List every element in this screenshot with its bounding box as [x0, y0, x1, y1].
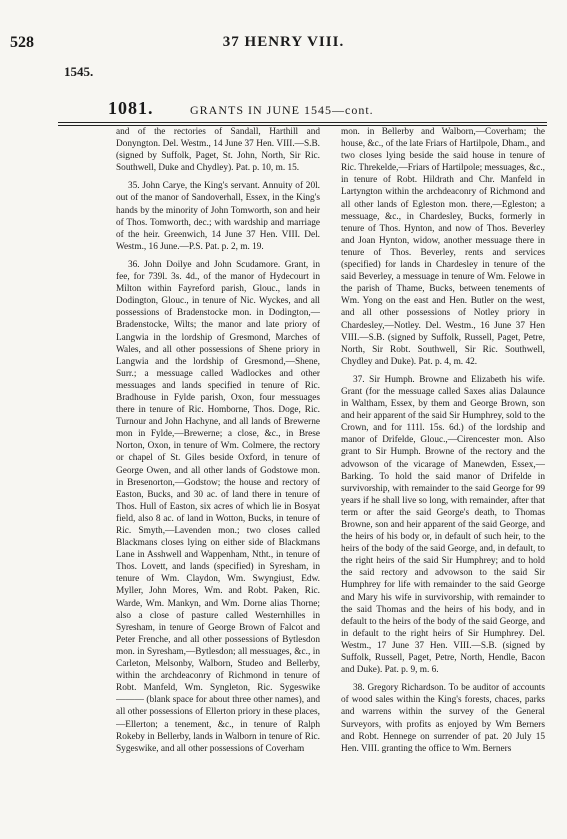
watermark: [2, 120, 82, 680]
year-label: 1545.: [64, 64, 94, 79]
running-head: 37 HENRY VIII.: [222, 34, 345, 50]
paragraph: and of the rectories of Sandall, Harthill and Donyngton. Del. Westm., 14 June 37 Hen. VIII.—S.B. (signed by Suffolk, Paget, St. John, North, Sir Ric. Southwell, Duke and Chydley). Pat. p. 10, m. 15.: [116, 127, 320, 174]
page-header: [0, 30, 567, 54]
section-rule: [58, 122, 547, 123]
entry-number: 1081.: [108, 98, 154, 118]
page-number: 528: [10, 34, 34, 51]
right-column: [341, 126, 545, 826]
paragraph: 37. Sir Humph. Browne and Elizabeth his wife. Grant (for the messuage called Saxes alias Dalaunce in Waltham, Essex, by them and George Brown, son and heir apparent of the said Sir Humphrey, sold to the Crown, and for 111l. 15s. 6d.) of the lordship and manor of Drifelde, Glouc.,—Cirencester mon. Also grant to Sir Humph. Browne of the rectory and the advowson of the vicarage of Manewden, Essex,—Barking. To hold the said manor of Drifelde in survivorship, with remainder to the said George for 99 years if he shall live so long, with remainder, after that term or after the said George's death, to Thomas Browne, son and heir apparent of the said George, and the heirs of his body or, in default of such heir, to the heirs of the body of the said George, and, in default, to the right heirs of the said Sir Humphrey; and to hold the said rectory and advowson to the said Sir Humphrey for life with remainder to the said George and Mary his wife in survivorship, with remainder to the said Thomas and the heirs of his body, and in default to the heirs of the body of the said George, and in default to the right heirs of Sir Humphrey. Del. Westm., 17 June 37 Hen. VIII.—S.B. (signed by Suffolk, Russell, Paget, Petre, North, Hendle, Bacon and Duke). Pat. p. 9, m. 6.: [341, 374, 545, 676]
paragraph: 36. John Doilye and John Scudamore. Grant, in fee, for 739l. 3s. 4d., of the manor of Hydecourt in Milton within Fayreford parish, Glouc., lands in Dodington, Glouc., in tenure of Nic. Wyckes, and all possessions of Bradenstocke mon. in Dodington,—Bradenstocke, Wilts; the manor and late priory of Langwia in the lordship of Gresmond, Marches of Wales, and all other possessions of Shene priory in Langwia and the lordship of Gresmond,—Shene, Surr.; a messuage called Wadlockes and other messuages and lands specified in tenure of Ric. Bradhouse in Fylde parish, Oxon, four messuages there in tenure of Ric. Homborne, Thos. Doge, Ric. Turnour and John Hachyne, and all lands of Brewerne mon in Fylde,—Brewerne; a close, &c., in Brese Norton, Oxon, in tenure of Wm. Colmere, the rectory or chapel of St. Giles beside Oxford, in tenure of George Owen, and all other lands of Godstowe mon. in Bresenorton,—Godstow; the house and rectory of Easton, Bucks, and 30 ac. of land there in tenure of Thos. Hull of Easton, six acres of which lie in Bosyat field, also 8 ac. of land in Wotton, Bucks, in tenure of Ric. Smyth,—Lavenden mon.; two closes called Blackmans closes lying on either side of Blackmans Lane in Asshwell and Wappenham, Ntht., in tenure of Thos. Lovett, and lands (specified) in Syresham, in tenure of Wm. Claydon, Wm. Swyngiust, Edw. Myller, John Mores, Wm. and Robt. Paken, Ric. Warde, Wm. Mankyn, and Wm. Dorne alias Thorne; also a close of pasture called Westernhilles in Syresham, in tenure of George Brown of Falcot and Peter Frenche, and all other possessions of Bytlesdon mon. in Syresham,—Bytlesdon; all messuages, &c., in Carleton, Melsonby, Walborn, Studeo and Bellerby, within the archdeaconry of Richmond in tenure of Robt. Manfeld, Wm. Syngleton, Ric. Sygeswike ——— (blank space for about three other names), and all other possessions of Ellerton priory in these places,—Ellerton; a tenement, &c., in tenure of Ralph Rokeby in Bellerby, lands in Walborn in tenure of Ric. Sygeswike, and all other possessions of Coverham: [116, 259, 320, 754]
section-title: GRANTS IN JUNE 1545—cont.: [190, 103, 374, 117]
paragraph: 35. John Carye, the King's servant. Annuity of 20l. out of the manor of Sandoverhall, Essex, in the King's hands by the minority of John Tomworth, son and heir of Thos. Tomworth, dec.; with wardship and marriage of the heir. Greenwich, 14 June 37 Hen. VIII. Del. Westm., 16 June.—P.S. Pat. p. 2, m. 19.: [116, 181, 320, 252]
paragraph: mon. in Bellerby and Walborn,—Coverham; the house, &c., of the late Friars of Hartilpole, Dham., and two closes lying beside the said house in tenure of Ric. Threkelde,—Friars of Hartilpole; messuages, &c., in tenure of Robt. Hildrath and Chr. Manfeld in Lartyngton within the archdeaconry of Richmond and all other lands of Egleston mon. there,—Egleston; a messuage, &c., in Chardesley, Bucks, formerly in tenure of Thos. Hynton, and now of Thos. Beverley and Joan Hynton, widow, another messuage there in tenure of Thos. Beverley, rents and services (specified) for lands in Chardesley in tenure of the said Beverley, a messuage in tenure of Wm. Felowe in the parish of Thame, Bucks, between tenements of Wm. Yong on the east and Hen. Butler on the west, and all other possessions of Notley priory in Chardesley,—Notley. Del. Westm., 16 June 37 Hen VIII.—S.B. (signed by Suffolk, Russell, Paget, Petre, North, Sir Robt. Southwell, Sir Ric. Southwell, Chydley and Duke). Pat. p. 4, m. 42.: [341, 127, 545, 367]
paragraph: 38. Gregory Richardson. To be auditor of accounts of wood sales within the King's forests, chaces, parks and warrens within the survey of the General Surveyors, with profits as enjoyed by Wm Berners and Robt. Hennege on surrender of pat. 20 July 15 Hen. VIII. granting the office to Wm. Berners: [341, 683, 545, 754]
left-column: [116, 126, 320, 826]
